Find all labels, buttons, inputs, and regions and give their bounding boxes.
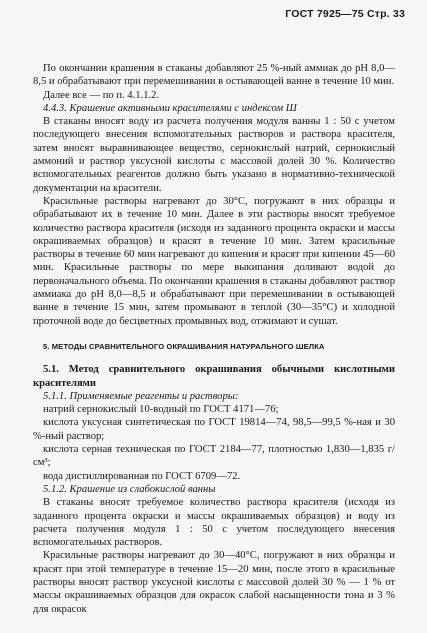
paragraph: Красильные растворы нагревают до 30—40°С, погружают в них образцы и красят при этой температуре в течение 15—20 мин, после этого в красильные растворы вносят раствор уксусной кислоты с массовой долей 30 % — 1 % от массы окрашиваемых образцов для окрасок слабой насыщенности тона и 3 % для окрасок: [33, 550, 395, 615]
document-body: [33, 62, 395, 616]
paragraph: Красильные растворы нагревают до 30°С, погружают в них образцы и обрабатывают их в течение 10 мин. Далее в эти растворы вносят требуемое количество раствора красителя (исходя из заданного процента окраски и массы окрашиваемых образцов) и красят в течение 10 мин. Затем красильные растворы в течение 60 мин нагревают до кипения и красят при кипении 45—60 мин. Красильные растворы по мере выкипания доливают водой до первоначального объема. По окончании крашения в стаканы добавляют раствор аммиака до рН 8,0—8,5 и обрабатывают при перемешивании в остывающей ванне в течение 15 мин, затем промывают в теплой (30—35°С) и холодной проточной воде до бесцветных промывных вод, отжимают и сушат.: [33, 195, 395, 327]
list-item: кислота серная техническая по ГОСТ 2184—77, плотностью 1,830—1,835 г/см³;: [33, 444, 395, 469]
paragraph: В стаканы вносят требуемое количество раствора красителя (исходя из заданного процента окраски и массы окрашиваемых образцов) и воду из расчета получения модуля 1 : 50 с учетом последующего внесения вспомогательных растворов.: [33, 497, 395, 549]
list-item: вода дистиллированная по ГОСТ 6709—72.: [43, 470, 241, 482]
paragraph: В стаканы вносят воду из расчета получения модуля ванны 1 : 50 с учетом последующего внесения вспомогательных растворов и раствора красителя, затем вносят выравнивающее вещество, сернокислый натрий, сернокислый аммоний и раствор уксусной кислоты с массовой долей 30 %. Количество вспомогательных реагентов должно быть указано в нормативно-технической документации на красители.: [33, 116, 395, 194]
section-heading: 5. МЕТОДЫ СРАВНИТЕЛЬНОГО ОКРАШИВАНИЯ НАТУРАЛЬНОГО ШЕЛКА: [43, 341, 325, 351]
method-heading: 5.1. Метод сравнительного окрашивания обычными кислотными красителями: [33, 364, 395, 389]
paragraph: По окончании крашения в стаканы добавляют 25 %-ный аммиак до рН 8,0—8,5 и обрабатывают при перемешивании в остывающей ванне в течение 10 мин.: [33, 63, 395, 88]
subsection-heading: 4.4.3. Крашение активными красителями с индексом Ш: [43, 102, 297, 114]
subsection-heading: 5.1.1. Применяемые реагенты и растворы:: [43, 390, 239, 402]
paragraph: Далее все — по п. 4.1.1.2.: [43, 89, 160, 101]
list-item: кислота уксусная синтетическая по ГОСТ 19814—74, 98,5—99,5 %-ная и 30 %-ный раствор;: [33, 417, 395, 442]
list-item: натрий сернокислый 10-водный по ГОСТ 4171—76;: [43, 404, 279, 416]
subsection-heading: 5.1.2. Крашение из слабокислой ванны: [43, 483, 216, 495]
page-header: ГОСТ 7925—75 Стр. 33: [285, 8, 405, 20]
